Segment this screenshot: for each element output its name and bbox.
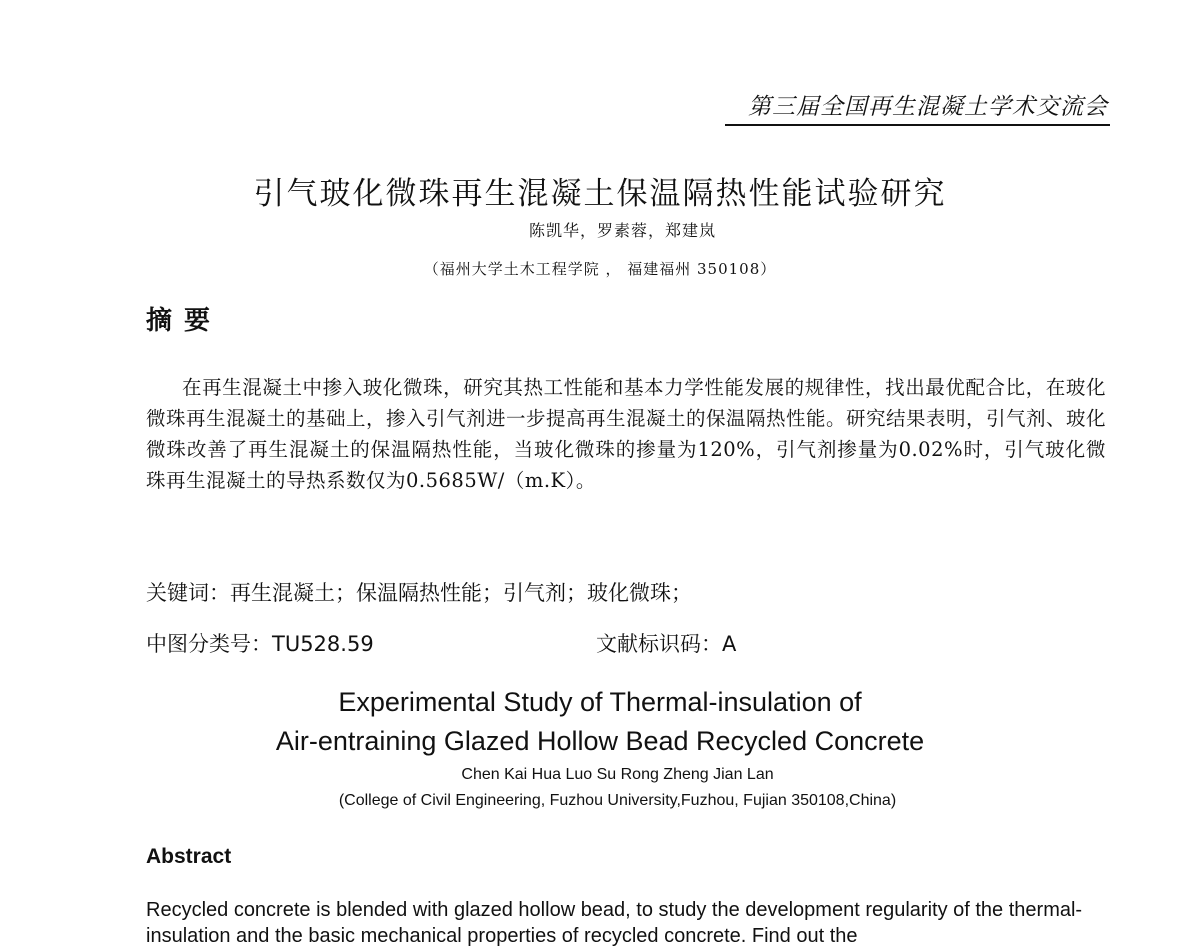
en-affiliation: (College of Civil Engineering, Fuzhou University,Fuzhou, Fujian 350108,China): [338, 792, 897, 809]
en-paper-title: [0, 683, 1200, 761]
en-title-line-1: Experimental Study of Thermal-insulation of: [338, 687, 862, 717]
cn-abstract-heading: 摘要: [146, 306, 223, 336]
cn-authors: 陈凯华，罗素蓉，郑建岚: [528, 221, 716, 240]
cn-abstract-body: 在再生混凝土中掺入玻化微珠，研究其热工性能和基本力学性能发展的规律性，找出最优配合比，在玻化微珠再生混凝土的基础上，掺入引气剂进一步提高再生混凝土的保温隔热性能。研究结果表明，引气剂、玻化微珠改善了再生混凝土的保温隔热性能，当玻化微珠的掺量为120%，引气剂掺量为0.02%时，引气玻化微珠再生混凝土的导热系数仅为0.5685W/（m.K）。: [146, 376, 1107, 492]
cn-affiliation: （福州大学土木工程学院 ， 福建福州 350108）: [423, 260, 777, 278]
en-title-line-2: Air-entraining Glazed Hollow Bead Recycled Concrete: [275, 726, 925, 756]
cn-classification-number: 中图分类号：TU528.59: [146, 632, 374, 656]
cn-keywords: 关键词：再生混凝土；保温隔热性能；引气剂；玻化微珠；: [146, 581, 692, 605]
cn-paper-title: 引气玻化微珠再生混凝土保温隔热性能试验研究: [253, 176, 947, 212]
cn-document-code: 文献标识码：A: [596, 632, 737, 656]
en-authors: Chen Kai Hua Luo Su Rong Zheng Jian Lan: [461, 766, 774, 783]
en-abstract-heading: Abstract: [146, 845, 232, 868]
conference-header: 第三届全国再生混凝土学术交流会: [748, 94, 1108, 120]
header-rule: [725, 124, 1110, 126]
en-abstract-body: Recycled concrete is blended with glazed hollow bead, to study the development regularity of the thermal-insulation and the basic mechanical properties of recycled concrete. Find out the: [146, 899, 1083, 947]
